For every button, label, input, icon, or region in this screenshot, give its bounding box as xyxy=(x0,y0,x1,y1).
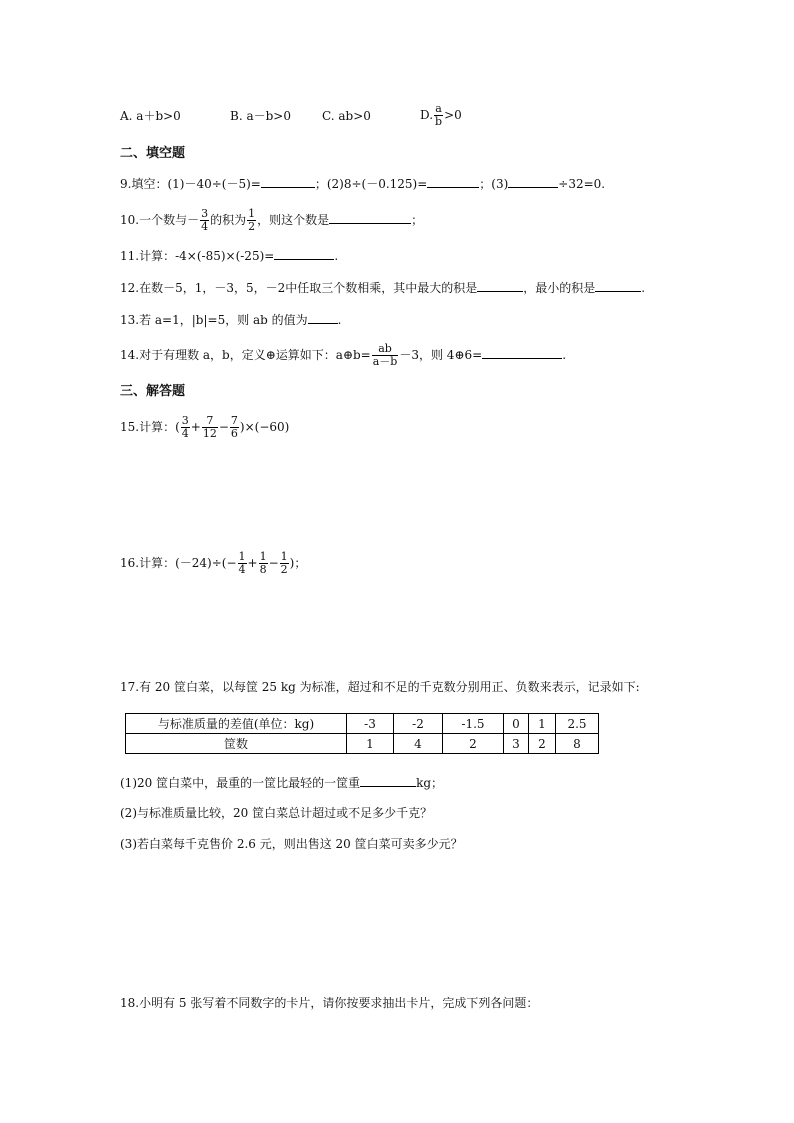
fraction xyxy=(280,551,289,576)
answer-blank xyxy=(482,347,562,359)
q15-part1: 15.计算： xyxy=(120,420,176,434)
option-b: B. a－b>0 xyxy=(230,109,291,123)
question-11 xyxy=(120,248,338,264)
table-cell: -3 xyxy=(347,714,394,734)
table-header-cell: 与标准质量的差值(单位：kg) xyxy=(126,714,347,734)
section-fill-in-heading: 二、填空题 xyxy=(120,146,186,161)
weight-difference-table xyxy=(125,713,599,754)
q10-part4: ； xyxy=(411,213,424,227)
table-header-cell: 筐数 xyxy=(126,734,347,754)
answer-blank xyxy=(274,248,334,260)
q13-part2: . xyxy=(337,313,342,327)
option-d-label: D. xyxy=(420,108,434,122)
fraction-numerator: 7 xyxy=(230,414,238,427)
question-16 xyxy=(120,546,306,580)
question-17-intro: 17.有 20 筐白菜，以每筐 25 kg 为标准，超过和不足的千克数分别用正、负数来表示，记录如下: xyxy=(120,680,640,694)
operator: + xyxy=(247,556,258,570)
q12-part1: 12.在数－5，1，－3，5，－2中任取三个数相乘，其中最大的积是 xyxy=(120,281,478,295)
fraction-denominator: a－b xyxy=(372,355,398,368)
table-cell: 0 xyxy=(504,714,529,734)
q9-part4: ÷32=0. xyxy=(558,177,606,191)
table-cell: -1.5 xyxy=(443,714,504,734)
answer-blank xyxy=(477,280,523,292)
fraction-denominator: b xyxy=(435,115,443,128)
fraction-denominator: 2 xyxy=(280,563,288,576)
q14-part1: 14.对于有理数 a，b，定义⊕运算如下：a⊕b= xyxy=(120,348,371,362)
question-18: 18.小明有 5 张写着不同数字的卡片，请你按要求抽出卡片，完成下列各问题： xyxy=(120,996,539,1010)
answer-blank xyxy=(261,176,315,188)
fraction-denominator: 4 xyxy=(238,563,246,576)
table-cell: 4 xyxy=(394,734,443,754)
table-cell: 3 xyxy=(504,734,529,754)
open-paren: ( xyxy=(175,420,180,434)
question-13 xyxy=(120,312,342,328)
table-row xyxy=(126,734,599,754)
fraction xyxy=(202,415,218,440)
fraction-numerator: 3 xyxy=(201,207,209,220)
close-expression: )×(−60) xyxy=(239,420,290,434)
fraction xyxy=(238,551,247,576)
table-cell: 2.5 xyxy=(556,714,599,734)
answer-blank xyxy=(329,212,411,224)
q17-sub1-unit: kg； xyxy=(416,776,444,790)
close-expression: )； xyxy=(289,556,307,570)
option-d-fraction xyxy=(434,103,443,128)
fraction xyxy=(247,208,256,233)
fraction xyxy=(259,551,268,576)
answer-blank xyxy=(508,176,558,188)
q10-part3: ，则这个数是 xyxy=(257,213,330,227)
fraction-numerator: 1 xyxy=(238,550,246,563)
table-cell: 1 xyxy=(529,714,556,734)
table-row xyxy=(126,714,599,734)
fraction xyxy=(230,415,239,440)
option-d xyxy=(420,100,462,130)
q10-part2: 的积为 xyxy=(210,213,247,227)
q12-part2: ，最小的积是 xyxy=(523,281,596,295)
fraction xyxy=(372,343,399,368)
fraction-numerator: 1 xyxy=(280,550,288,563)
question-17-sub1 xyxy=(120,775,443,791)
table-cell: 2 xyxy=(443,734,504,754)
operator: − xyxy=(268,556,279,570)
table-cell: 1 xyxy=(347,734,394,754)
fraction-numerator: 3 xyxy=(181,414,189,427)
q9-part3: ；(3) xyxy=(479,177,509,191)
table-cell: 8 xyxy=(556,734,599,754)
fraction-numerator: 1 xyxy=(259,550,267,563)
q9-part2: ；(2)8÷(－0.125)= xyxy=(314,177,428,191)
answer-blank xyxy=(308,312,338,324)
fraction-denominator: 6 xyxy=(230,427,238,440)
q14-part2: －3，则 4⊕6= xyxy=(399,348,483,362)
operator: − xyxy=(218,420,229,434)
option-d-rest: >0 xyxy=(444,108,462,122)
fraction xyxy=(200,208,209,233)
question-17-sub3: (3)若白菜每千克售价 2.6 元，则出售这 20 筐白菜可卖多少元？ xyxy=(120,837,463,851)
fraction xyxy=(181,415,190,440)
fraction-denominator: 4 xyxy=(181,427,189,440)
q14-part3: . xyxy=(562,348,567,362)
q10-part1: 10.一个数与－ xyxy=(120,213,200,227)
q13-part1: 13.若 a=1，|b|=5，则 ab 的值为 xyxy=(120,313,308,327)
fraction-numerator: ab xyxy=(378,342,392,355)
q17-sub1-text: (1)20 筐白菜中，最重的一筐比最轻的一筐重 xyxy=(120,776,361,790)
fraction-numerator: 7 xyxy=(206,414,214,427)
answer-blank xyxy=(595,280,641,292)
fraction-numerator: 1 xyxy=(248,207,256,220)
fraction-denominator: 2 xyxy=(248,220,256,233)
question-10 xyxy=(120,203,423,237)
question-9 xyxy=(120,176,605,192)
table-cell: -2 xyxy=(394,714,443,734)
fraction-denominator: 4 xyxy=(201,220,209,233)
fraction-denominator: 8 xyxy=(259,563,267,576)
answer-blank xyxy=(360,775,416,787)
question-15 xyxy=(120,410,289,444)
q12-part3: . xyxy=(641,281,646,295)
question-14 xyxy=(120,338,566,372)
section-solve-heading: 三、解答题 xyxy=(120,384,186,399)
operator: + xyxy=(190,420,201,434)
q11-part2: . xyxy=(334,249,339,263)
table-cell: 2 xyxy=(529,734,556,754)
q9-part1: 9.填空：(1)－40÷(－5)= xyxy=(120,177,261,191)
question-12 xyxy=(120,280,645,296)
q11-part1: 11.计算：-4×(-85)×(-25)= xyxy=(120,249,275,263)
question-17-sub2: (2)与标准质量比较，20 筐白菜总计超过或不足多少千克？ xyxy=(120,806,433,820)
q16-part1: 16.计算：(－24)÷(− xyxy=(120,556,237,570)
answer-blank xyxy=(427,176,479,188)
fraction-numerator: a xyxy=(435,102,442,115)
option-a: A. a＋b>0 xyxy=(120,109,181,123)
fraction-denominator: 12 xyxy=(202,427,217,440)
option-c: C. ab>0 xyxy=(322,109,371,123)
